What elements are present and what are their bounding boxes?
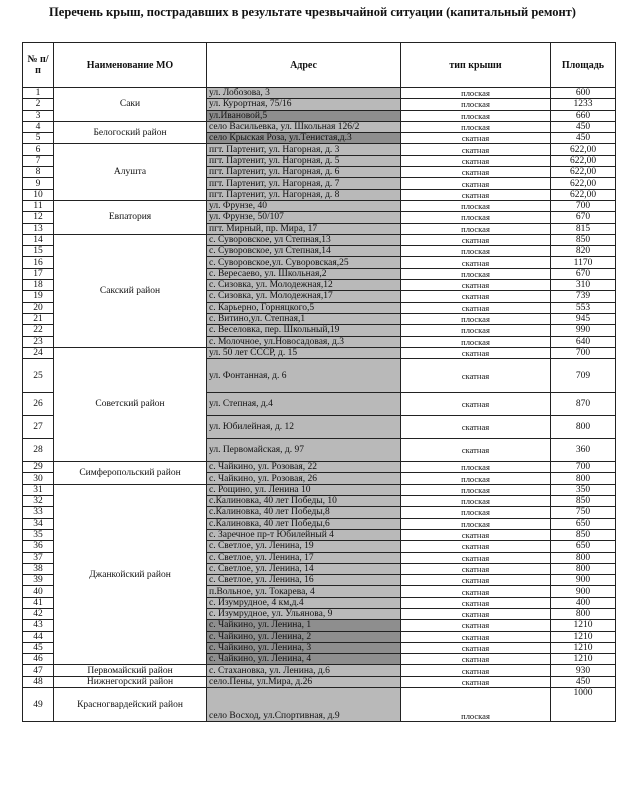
- area-cell: 450: [551, 121, 616, 132]
- address-cell: с. Чайкино, ул. Ленина, 4: [207, 654, 401, 665]
- area-cell: 622,00: [551, 189, 616, 200]
- area-cell: 553: [551, 302, 616, 313]
- row-number: 45: [23, 642, 54, 653]
- mo-name: Симферопольский район: [54, 462, 207, 485]
- row-number: 5: [23, 133, 54, 144]
- table-row: [23, 484, 616, 495]
- address-cell: с. Веселовка, пер. Школьный,19: [207, 325, 401, 336]
- address-cell: с. Карьерно, Горняцкого,5: [207, 302, 401, 313]
- header-mo: Наименование МО: [54, 43, 207, 88]
- address-cell: с. Рощино, ул. Ленина 10: [207, 484, 401, 495]
- roof-type-cell: скатная: [401, 178, 551, 189]
- area-cell: 1210: [551, 631, 616, 642]
- row-number: 9: [23, 178, 54, 189]
- mo-name: Советский район: [54, 347, 207, 461]
- area-cell: 450: [551, 676, 616, 687]
- area-cell: 930: [551, 665, 616, 676]
- address-cell: с.Калиновка, 40 лет Победы,6: [207, 518, 401, 529]
- address-cell: пгт. Партенит, ул. Нагорная, д. 3: [207, 144, 401, 155]
- row-number: 4: [23, 121, 54, 132]
- address-cell: с. Изумрудное, 4 км,д.4: [207, 597, 401, 608]
- roof-type-cell: плоская: [401, 223, 551, 234]
- area-cell: 850: [551, 234, 616, 245]
- address-cell: с. Суворовское, ул Степная,14: [207, 246, 401, 257]
- roof-type-cell: плоская: [401, 99, 551, 110]
- roof-type-cell: скатная: [401, 665, 551, 676]
- row-number: 7: [23, 155, 54, 166]
- row-number: 20: [23, 302, 54, 313]
- area-cell: 700: [551, 200, 616, 211]
- address-cell: пгт. Мирный, пр. Мира, 17: [207, 223, 401, 234]
- area-cell: 850: [551, 529, 616, 540]
- roof-table: [22, 42, 616, 722]
- roof-type-cell: плоская: [401, 336, 551, 347]
- area-cell: 350: [551, 484, 616, 495]
- address-cell: ул. Курортная, 75/16: [207, 99, 401, 110]
- roof-type-cell: скатная: [401, 234, 551, 245]
- mo-name: Белогоский район: [54, 121, 207, 144]
- row-number: 13: [23, 223, 54, 234]
- row-number: 17: [23, 268, 54, 279]
- table-row: [23, 234, 616, 245]
- address-cell: пгт. Партенит, ул. Нагорная, д. 5: [207, 155, 401, 166]
- address-cell: ул. 50 лет СССР, д. 15: [207, 347, 401, 358]
- row-number: 27: [23, 416, 54, 439]
- area-cell: 660: [551, 110, 616, 121]
- row-number: 26: [23, 393, 54, 416]
- mo-name: Первомайский район: [54, 665, 207, 676]
- table-row: [23, 144, 616, 155]
- table-row: [23, 665, 616, 676]
- address-cell: село.Пены, ул.Мира, д.26: [207, 676, 401, 687]
- roof-type-cell: плоская: [401, 200, 551, 211]
- area-cell: 650: [551, 518, 616, 529]
- roof-type-cell: скатная: [401, 631, 551, 642]
- roof-type-cell: скатная: [401, 676, 551, 687]
- area-cell: 670: [551, 268, 616, 279]
- roof-type-cell: скатная: [401, 257, 551, 268]
- roof-type-cell: скатная: [401, 155, 551, 166]
- row-number: 29: [23, 462, 54, 473]
- address-cell: с. Чайкино, ул. Ленина, 3: [207, 642, 401, 653]
- area-cell: 1210: [551, 642, 616, 653]
- address-cell: с. Молочное, ул.Новосадовая, д.3: [207, 336, 401, 347]
- roof-type-cell: плоская: [401, 313, 551, 324]
- area-cell: 1210: [551, 620, 616, 631]
- roof-type-cell: плоская: [401, 268, 551, 279]
- row-number: 44: [23, 631, 54, 642]
- table-row: [23, 676, 616, 687]
- address-cell: с. Суворовское,ул. Суворовская,25: [207, 257, 401, 268]
- area-cell: 700: [551, 347, 616, 358]
- area-cell: 820: [551, 246, 616, 257]
- mo-name: Саки: [54, 88, 207, 122]
- roof-type-cell: скатная: [401, 642, 551, 653]
- roof-type-cell: плоская: [401, 88, 551, 99]
- address-cell: с. Витино,ул. Степная,1: [207, 313, 401, 324]
- row-number: 18: [23, 280, 54, 291]
- row-number: 40: [23, 586, 54, 597]
- header-address: Адрес: [207, 43, 401, 88]
- row-number: 33: [23, 507, 54, 518]
- address-cell: с. Изумрудное, ул. Ульянова, 9: [207, 608, 401, 619]
- roof-type-cell: скатная: [401, 608, 551, 619]
- area-cell: 650: [551, 541, 616, 552]
- address-cell: пгт. Партенит, ул. Нагорная, д. 8: [207, 189, 401, 200]
- header-num: № п/п: [23, 43, 54, 88]
- address-cell: ул. Лобозова, 3: [207, 88, 401, 99]
- roof-type-cell: плоская: [401, 473, 551, 484]
- address-cell: с. Сизовка, ул. Молодежная,12: [207, 280, 401, 291]
- row-number: 2: [23, 99, 54, 110]
- mo-name: Евпатория: [54, 200, 207, 234]
- roof-type-cell: скатная: [401, 654, 551, 665]
- address-cell: с. Суворовское, ул Степная,13: [207, 234, 401, 245]
- row-number: 22: [23, 325, 54, 336]
- area-cell: 700: [551, 462, 616, 473]
- address-cell: с. Сизовка, ул. Молодежная,17: [207, 291, 401, 302]
- table-row: [23, 88, 616, 99]
- roof-type-cell: скатная: [401, 133, 551, 144]
- roof-type-cell: плоская: [401, 110, 551, 121]
- roof-type-cell: плоская: [401, 462, 551, 473]
- roof-type-cell: скатная: [401, 144, 551, 155]
- roof-type-cell: плоская: [401, 518, 551, 529]
- area-cell: 850: [551, 496, 616, 507]
- row-number: 16: [23, 257, 54, 268]
- area-cell: 622,00: [551, 144, 616, 155]
- area-cell: 622,00: [551, 167, 616, 178]
- address-cell: ул. Первомайская, д. 97: [207, 439, 401, 462]
- address-cell: ул. Фонтанная, д. 6: [207, 359, 401, 393]
- roof-type-cell: плоская: [401, 507, 551, 518]
- roof-type-cell: скатная: [401, 552, 551, 563]
- area-cell: 815: [551, 223, 616, 234]
- roof-type-cell: скатная: [401, 189, 551, 200]
- address-cell: с. Светлое, ул. Ленина, 14: [207, 563, 401, 574]
- area-cell: 990: [551, 325, 616, 336]
- roof-type-cell: скатная: [401, 393, 551, 416]
- row-number: 14: [23, 234, 54, 245]
- header-roof-type: тип крыши: [401, 43, 551, 88]
- roof-type-cell: скатная: [401, 563, 551, 574]
- area-cell: 400: [551, 597, 616, 608]
- area-cell: 1170: [551, 257, 616, 268]
- row-number: 43: [23, 620, 54, 631]
- address-cell: п.Вольное, ул. Токарева, 4: [207, 586, 401, 597]
- row-number: 19: [23, 291, 54, 302]
- address-cell: пгт. Партенит, ул. Нагорная, д. 6: [207, 167, 401, 178]
- row-number: 25: [23, 359, 54, 393]
- page-title: Перечень крыш, пострадавших в результате чрезвычайной ситуации (капитальный ремонт): [49, 5, 576, 19]
- area-cell: 870: [551, 393, 616, 416]
- area-cell: 622,00: [551, 155, 616, 166]
- row-number: 41: [23, 597, 54, 608]
- row-number: 37: [23, 552, 54, 563]
- address-cell: ул. Фрунзе, 40: [207, 200, 401, 211]
- address-cell: с. Чайкино, ул. Розовая, 26: [207, 473, 401, 484]
- address-cell: пгт. Партенит, ул. Нагорная, д. 7: [207, 178, 401, 189]
- row-number: 38: [23, 563, 54, 574]
- address-cell: с. Вересаево, ул. Школьная,2: [207, 268, 401, 279]
- area-cell: 800: [551, 552, 616, 563]
- roof-type-cell: скатная: [401, 541, 551, 552]
- row-number: 34: [23, 518, 54, 529]
- mo-name: Сакский район: [54, 234, 207, 347]
- address-cell: ул. Фрунзе, 50/107: [207, 212, 401, 223]
- address-cell: с. Светлое, ул. Ленина, 16: [207, 575, 401, 586]
- address-cell: ул. Степная, д.4: [207, 393, 401, 416]
- mo-name: Джанкойский район: [54, 484, 207, 665]
- row-number: 35: [23, 529, 54, 540]
- roof-type-cell: плоская: [401, 246, 551, 257]
- address-cell: с. Чайкино, ул. Ленина, 2: [207, 631, 401, 642]
- row-number: 23: [23, 336, 54, 347]
- roof-type-cell: плоская: [401, 212, 551, 223]
- area-cell: 1000: [551, 688, 616, 722]
- area-cell: 739: [551, 291, 616, 302]
- area-cell: 750: [551, 507, 616, 518]
- area-cell: 670: [551, 212, 616, 223]
- roof-type-cell: скатная: [401, 280, 551, 291]
- address-cell: село Васильевка, ул. Школьная 126/2: [207, 121, 401, 132]
- area-cell: 800: [551, 473, 616, 484]
- row-number: 28: [23, 439, 54, 462]
- roof-type-cell: плоская: [401, 688, 551, 722]
- row-number: 36: [23, 541, 54, 552]
- table-row: [23, 688, 616, 722]
- row-number: 15: [23, 246, 54, 257]
- area-cell: 310: [551, 280, 616, 291]
- row-number: 47: [23, 665, 54, 676]
- area-cell: 800: [551, 563, 616, 574]
- roof-type-cell: скатная: [401, 620, 551, 631]
- row-number: 49: [23, 688, 54, 722]
- row-number: 3: [23, 110, 54, 121]
- roof-type-cell: скатная: [401, 597, 551, 608]
- row-number: 12: [23, 212, 54, 223]
- area-cell: 450: [551, 133, 616, 144]
- roof-type-cell: скатная: [401, 302, 551, 313]
- area-cell: 800: [551, 608, 616, 619]
- roof-type-cell: плоская: [401, 484, 551, 495]
- area-cell: 709: [551, 359, 616, 393]
- roof-type-cell: скатная: [401, 586, 551, 597]
- address-cell: село Крыская Роза, ул.Тенистая,д.3: [207, 133, 401, 144]
- row-number: 39: [23, 575, 54, 586]
- address-cell: с. Светлое, ул. Ленина, 19: [207, 541, 401, 552]
- area-cell: 360: [551, 439, 616, 462]
- area-cell: 1210: [551, 654, 616, 665]
- mo-name: Нижнегорский район: [54, 676, 207, 687]
- roof-type-cell: скатная: [401, 291, 551, 302]
- roof-type-cell: скатная: [401, 529, 551, 540]
- address-cell: село Восход, ул.Спортивная, д.9: [207, 688, 401, 722]
- roof-type-cell: скатная: [401, 439, 551, 462]
- table-row: [23, 200, 616, 211]
- row-number: 24: [23, 347, 54, 358]
- roof-type-cell: скатная: [401, 416, 551, 439]
- roof-type-cell: скатная: [401, 347, 551, 358]
- row-number: 8: [23, 167, 54, 178]
- row-number: 1: [23, 88, 54, 99]
- address-cell: ул. Юбилейная, д. 12: [207, 416, 401, 439]
- address-cell: с. Светлое, ул. Ленина, 17: [207, 552, 401, 563]
- area-cell: 622,00: [551, 178, 616, 189]
- row-number: 30: [23, 473, 54, 484]
- area-cell: 800: [551, 416, 616, 439]
- area-cell: 1233: [551, 99, 616, 110]
- header-area: Площадь: [551, 43, 616, 88]
- roof-type-cell: плоская: [401, 121, 551, 132]
- address-cell: с. Чайкино, ул. Розовая, 22: [207, 462, 401, 473]
- mo-name: Алушта: [54, 144, 207, 200]
- address-cell: ул.Ивановой,5: [207, 110, 401, 121]
- row-number: 31: [23, 484, 54, 495]
- row-number: 48: [23, 676, 54, 687]
- address-cell: с. Заречное пр-т Юбилейный 4: [207, 529, 401, 540]
- roof-type-cell: плоская: [401, 325, 551, 336]
- address-cell: с.Калиновка, 40 лет Победы, 10: [207, 496, 401, 507]
- row-number: 32: [23, 496, 54, 507]
- roof-type-cell: скатная: [401, 359, 551, 393]
- area-cell: 900: [551, 575, 616, 586]
- table-row: [23, 121, 616, 132]
- mo-name: Красногвардейский район: [54, 688, 207, 722]
- address-cell: с. Чайкино, ул. Ленина, 1: [207, 620, 401, 631]
- table-row: [23, 347, 616, 358]
- area-cell: 600: [551, 88, 616, 99]
- address-cell: с.Калиновка, 40 лет Победы,8: [207, 507, 401, 518]
- table-body: [23, 88, 616, 722]
- row-number: 46: [23, 654, 54, 665]
- row-number: 11: [23, 200, 54, 211]
- area-cell: 945: [551, 313, 616, 324]
- row-number: 21: [23, 313, 54, 324]
- header-row: [23, 43, 616, 88]
- row-number: 42: [23, 608, 54, 619]
- table-row: [23, 462, 616, 473]
- roof-type-cell: плоская: [401, 496, 551, 507]
- address-cell: с. Стахановка, ул. Ленина, д.6: [207, 665, 401, 676]
- area-cell: 640: [551, 336, 616, 347]
- roof-type-cell: скатная: [401, 575, 551, 586]
- area-cell: 900: [551, 586, 616, 597]
- row-number: 6: [23, 144, 54, 155]
- row-number: 10: [23, 189, 54, 200]
- roof-type-cell: скатная: [401, 167, 551, 178]
